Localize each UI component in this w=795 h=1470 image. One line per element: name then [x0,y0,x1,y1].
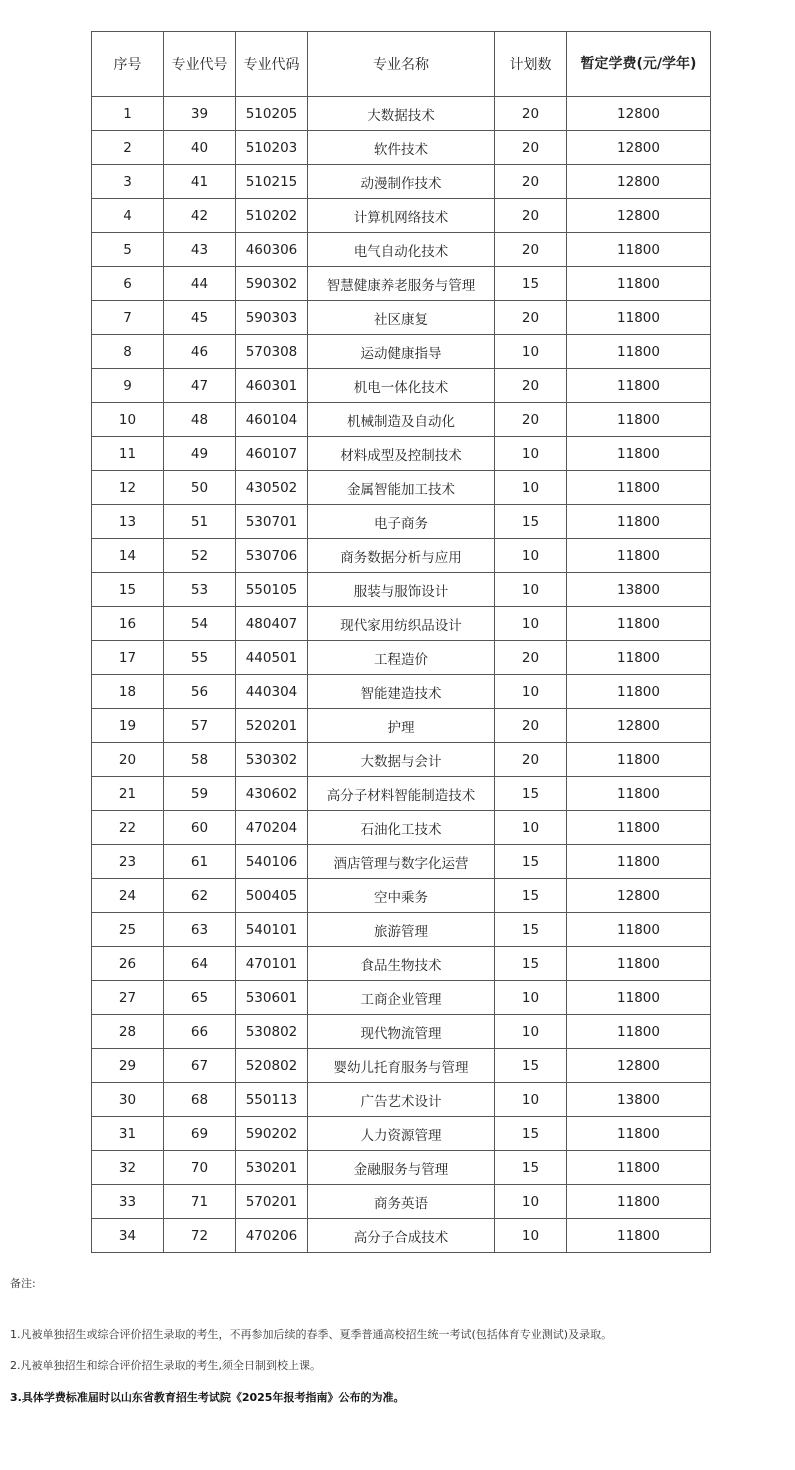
cell-major-code: 550113 [236,1083,308,1117]
cell-major-name: 智能建造技术 [308,675,495,709]
cell-major-id: 47 [164,369,236,403]
cell-major-id: 64 [164,947,236,981]
cell-seq: 8 [92,335,164,369]
cell-major-id: 45 [164,301,236,335]
note-item-1: 1.凡被单独招生或综合评价招生录取的考生，不再参加后续的春季、夏季普通高校招生统一考试(包括体育专业测试)及录取。 [10,1328,613,1341]
cell-major-id: 48 [164,403,236,437]
cell-major-code: 520802 [236,1049,308,1083]
cell-seq: 11 [92,437,164,471]
table-row [92,641,711,675]
cell-plan: 15 [495,267,567,301]
cell-seq: 30 [92,1083,164,1117]
cell-seq: 25 [92,913,164,947]
cell-seq: 28 [92,1015,164,1049]
cell-major-id: 70 [164,1151,236,1185]
cell-major-code: 470101 [236,947,308,981]
cell-major-id: 50 [164,471,236,505]
cell-major-code: 520201 [236,709,308,743]
cell-seq: 7 [92,301,164,335]
cell-plan: 15 [495,879,567,913]
table-row [92,913,711,947]
cell-major-code: 460306 [236,233,308,267]
cell-major-code: 540106 [236,845,308,879]
table-row [92,1083,711,1117]
cell-seq: 17 [92,641,164,675]
cell-plan: 15 [495,505,567,539]
cell-major-id: 40 [164,131,236,165]
cell-fee: 11800 [567,675,711,709]
header-seq: 序号 [92,32,164,97]
table-row [92,1185,711,1219]
cell-plan: 10 [495,1015,567,1049]
header-major-id: 专业代号 [164,32,236,97]
cell-seq: 15 [92,573,164,607]
cell-plan: 20 [495,641,567,675]
table-row [92,1015,711,1049]
note-item-3: 3.具体学费标准届时以山东省教育招生考试院《2025年报考指南》公布的为准。 [10,1391,405,1404]
cell-major-name: 工程造价 [308,641,495,675]
cell-major-id: 39 [164,97,236,131]
table-row [92,403,711,437]
cell-major-name: 广告艺术设计 [308,1083,495,1117]
table-row [92,131,711,165]
cell-plan: 20 [495,709,567,743]
header-plan: 计划数 [495,32,567,97]
cell-major-code: 460107 [236,437,308,471]
cell-major-name: 软件技术 [308,131,495,165]
table-row [92,879,711,913]
cell-plan: 10 [495,1083,567,1117]
table-row [92,97,711,131]
cell-major-code: 460301 [236,369,308,403]
cell-major-id: 71 [164,1185,236,1219]
cell-plan: 15 [495,777,567,811]
cell-fee: 11800 [567,811,711,845]
cell-fee: 11800 [567,981,711,1015]
cell-seq: 24 [92,879,164,913]
cell-fee: 11800 [567,607,711,641]
cell-seq: 31 [92,1117,164,1151]
cell-major-name: 电子商务 [308,505,495,539]
cell-major-id: 43 [164,233,236,267]
cell-plan: 20 [495,369,567,403]
cell-fee: 12800 [567,879,711,913]
cell-major-id: 58 [164,743,236,777]
cell-major-id: 51 [164,505,236,539]
cell-plan: 10 [495,607,567,641]
cell-major-name: 酒店管理与数字化运营 [308,845,495,879]
table-row [92,675,711,709]
header-fee: 暂定学费(元/学年) [567,32,711,97]
cell-seq: 9 [92,369,164,403]
cell-fee: 11800 [567,437,711,471]
table-row [92,1117,711,1151]
cell-fee: 11800 [567,1219,711,1253]
cell-major-id: 60 [164,811,236,845]
cell-major-code: 570308 [236,335,308,369]
cell-fee: 11800 [567,777,711,811]
majors-table [91,31,711,1253]
cell-major-name: 婴幼儿托育服务与管理 [308,1049,495,1083]
table-row [92,471,711,505]
cell-seq: 29 [92,1049,164,1083]
cell-major-name: 石油化工技术 [308,811,495,845]
cell-major-name: 服装与服饰设计 [308,573,495,607]
table-row [92,573,711,607]
cell-major-code: 570201 [236,1185,308,1219]
cell-seq: 19 [92,709,164,743]
cell-seq: 4 [92,199,164,233]
cell-seq: 12 [92,471,164,505]
cell-fee: 11800 [567,641,711,675]
cell-seq: 27 [92,981,164,1015]
cell-seq: 34 [92,1219,164,1253]
cell-seq: 6 [92,267,164,301]
cell-plan: 10 [495,573,567,607]
cell-major-id: 61 [164,845,236,879]
cell-major-id: 49 [164,437,236,471]
cell-major-code: 470206 [236,1219,308,1253]
table-row [92,743,711,777]
cell-major-name: 电气自动化技术 [308,233,495,267]
cell-fee: 11800 [567,471,711,505]
table-row [92,947,711,981]
cell-major-code: 460104 [236,403,308,437]
cell-major-code: 440304 [236,675,308,709]
table-row [92,811,711,845]
cell-fee: 11800 [567,539,711,573]
cell-major-name: 工商企业管理 [308,981,495,1015]
cell-major-id: 72 [164,1219,236,1253]
cell-major-id: 68 [164,1083,236,1117]
cell-seq: 32 [92,1151,164,1185]
cell-seq: 3 [92,165,164,199]
cell-major-id: 57 [164,709,236,743]
cell-fee: 12800 [567,165,711,199]
cell-major-id: 56 [164,675,236,709]
cell-major-code: 550105 [236,573,308,607]
cell-plan: 20 [495,97,567,131]
cell-major-code: 540101 [236,913,308,947]
table-row [92,607,711,641]
cell-fee: 11800 [567,845,711,879]
cell-plan: 10 [495,437,567,471]
cell-seq: 10 [92,403,164,437]
cell-major-id: 59 [164,777,236,811]
cell-major-code: 530706 [236,539,308,573]
cell-seq: 18 [92,675,164,709]
cell-fee: 11800 [567,1151,711,1185]
cell-major-id: 52 [164,539,236,573]
cell-major-name: 社区康复 [308,301,495,335]
cell-seq: 20 [92,743,164,777]
cell-plan: 20 [495,301,567,335]
cell-major-code: 590202 [236,1117,308,1151]
cell-major-code: 510202 [236,199,308,233]
cell-plan: 20 [495,131,567,165]
cell-major-id: 62 [164,879,236,913]
cell-seq: 16 [92,607,164,641]
cell-major-name: 材料成型及控制技术 [308,437,495,471]
cell-major-code: 440501 [236,641,308,675]
cell-plan: 20 [495,403,567,437]
cell-fee: 11800 [567,1185,711,1219]
cell-plan: 15 [495,913,567,947]
cell-plan: 10 [495,471,567,505]
cell-major-name: 金属智能加工技术 [308,471,495,505]
table-row [92,369,711,403]
cell-major-id: 46 [164,335,236,369]
cell-major-code: 430602 [236,777,308,811]
cell-plan: 20 [495,199,567,233]
cell-major-name: 运动健康指导 [308,335,495,369]
cell-plan: 10 [495,675,567,709]
cell-seq: 26 [92,947,164,981]
cell-major-name: 计算机网络技术 [308,199,495,233]
table-row [92,1151,711,1185]
cell-major-code: 530201 [236,1151,308,1185]
cell-major-name: 大数据技术 [308,97,495,131]
cell-fee: 11800 [567,1015,711,1049]
cell-fee: 11800 [567,233,711,267]
table-row [92,1219,711,1253]
cell-major-id: 42 [164,199,236,233]
table-row [92,1049,711,1083]
cell-fee: 11800 [567,947,711,981]
cell-major-id: 67 [164,1049,236,1083]
header-row [92,32,711,97]
cell-fee: 12800 [567,709,711,743]
cell-major-name: 商务英语 [308,1185,495,1219]
cell-major-name: 大数据与会计 [308,743,495,777]
cell-major-id: 69 [164,1117,236,1151]
cell-major-code: 530701 [236,505,308,539]
cell-plan: 15 [495,947,567,981]
cell-major-id: 63 [164,913,236,947]
cell-major-name: 人力资源管理 [308,1117,495,1151]
cell-plan: 15 [495,845,567,879]
cell-plan: 20 [495,165,567,199]
table-row [92,267,711,301]
cell-major-id: 65 [164,981,236,1015]
header-major-code: 专业代码 [236,32,308,97]
cell-plan: 10 [495,1185,567,1219]
cell-major-code: 480407 [236,607,308,641]
cell-major-name: 机电一体化技术 [308,369,495,403]
cell-plan: 20 [495,233,567,267]
cell-major-name: 金融服务与管理 [308,1151,495,1185]
table-row [92,301,711,335]
cell-fee: 11800 [567,301,711,335]
cell-major-code: 430502 [236,471,308,505]
table-row [92,165,711,199]
cell-major-name: 动漫制作技术 [308,165,495,199]
cell-major-name: 智慧健康养老服务与管理 [308,267,495,301]
table-row [92,981,711,1015]
cell-fee: 12800 [567,1049,711,1083]
cell-plan: 20 [495,743,567,777]
cell-major-id: 44 [164,267,236,301]
cell-plan: 15 [495,1151,567,1185]
cell-major-name: 商务数据分析与应用 [308,539,495,573]
cell-plan: 10 [495,539,567,573]
cell-fee: 12800 [567,131,711,165]
cell-plan: 15 [495,1049,567,1083]
cell-major-id: 41 [164,165,236,199]
cell-fee: 11800 [567,743,711,777]
cell-major-code: 510203 [236,131,308,165]
cell-plan: 10 [495,811,567,845]
note-item-2: 2.凡被单独招生和综合评价招生录取的考生,须全日制到校上课。 [10,1359,321,1372]
cell-major-name: 现代家用纺织品设计 [308,607,495,641]
cell-major-id: 66 [164,1015,236,1049]
cell-fee: 13800 [567,573,711,607]
cell-major-id: 54 [164,607,236,641]
cell-major-code: 510205 [236,97,308,131]
cell-fee: 12800 [567,199,711,233]
cell-seq: 23 [92,845,164,879]
cell-major-code: 510215 [236,165,308,199]
cell-fee: 11800 [567,403,711,437]
table-row [92,539,711,573]
cell-major-code: 530302 [236,743,308,777]
cell-fee: 11800 [567,913,711,947]
cell-major-code: 470204 [236,811,308,845]
cell-seq: 5 [92,233,164,267]
table-body [92,97,711,1253]
cell-major-name: 旅游管理 [308,913,495,947]
table-row [92,709,711,743]
header-major-name: 专业名称 [308,32,495,97]
table-row [92,777,711,811]
cell-plan: 10 [495,335,567,369]
cell-major-name: 现代物流管理 [308,1015,495,1049]
cell-seq: 2 [92,131,164,165]
cell-major-name: 机械制造及自动化 [308,403,495,437]
cell-major-name: 空中乘务 [308,879,495,913]
table-row [92,199,711,233]
cell-seq: 14 [92,539,164,573]
cell-major-code: 590302 [236,267,308,301]
cell-fee: 11800 [567,335,711,369]
cell-major-id: 55 [164,641,236,675]
cell-plan: 10 [495,1219,567,1253]
table-row [92,335,711,369]
cell-seq: 22 [92,811,164,845]
cell-major-name: 食品生物技术 [308,947,495,981]
cell-major-code: 530802 [236,1015,308,1049]
cell-major-name: 高分子材料智能制造技术 [308,777,495,811]
table-row [92,505,711,539]
cell-major-id: 53 [164,573,236,607]
cell-plan: 15 [495,1117,567,1151]
cell-major-name: 高分子合成技术 [308,1219,495,1253]
cell-seq: 1 [92,97,164,131]
cell-fee: 11800 [567,1117,711,1151]
cell-fee: 13800 [567,1083,711,1117]
cell-seq: 21 [92,777,164,811]
cell-major-code: 530601 [236,981,308,1015]
cell-major-code: 590303 [236,301,308,335]
cell-seq: 13 [92,505,164,539]
notes-title: 备注: [10,1277,36,1290]
cell-fee: 12800 [567,97,711,131]
table-row [92,233,711,267]
cell-fee: 11800 [567,505,711,539]
cell-fee: 11800 [567,267,711,301]
cell-plan: 10 [495,981,567,1015]
table-row [92,845,711,879]
cell-major-name: 护理 [308,709,495,743]
table-row [92,437,711,471]
cell-seq: 33 [92,1185,164,1219]
cell-fee: 11800 [567,369,711,403]
cell-major-code: 500405 [236,879,308,913]
